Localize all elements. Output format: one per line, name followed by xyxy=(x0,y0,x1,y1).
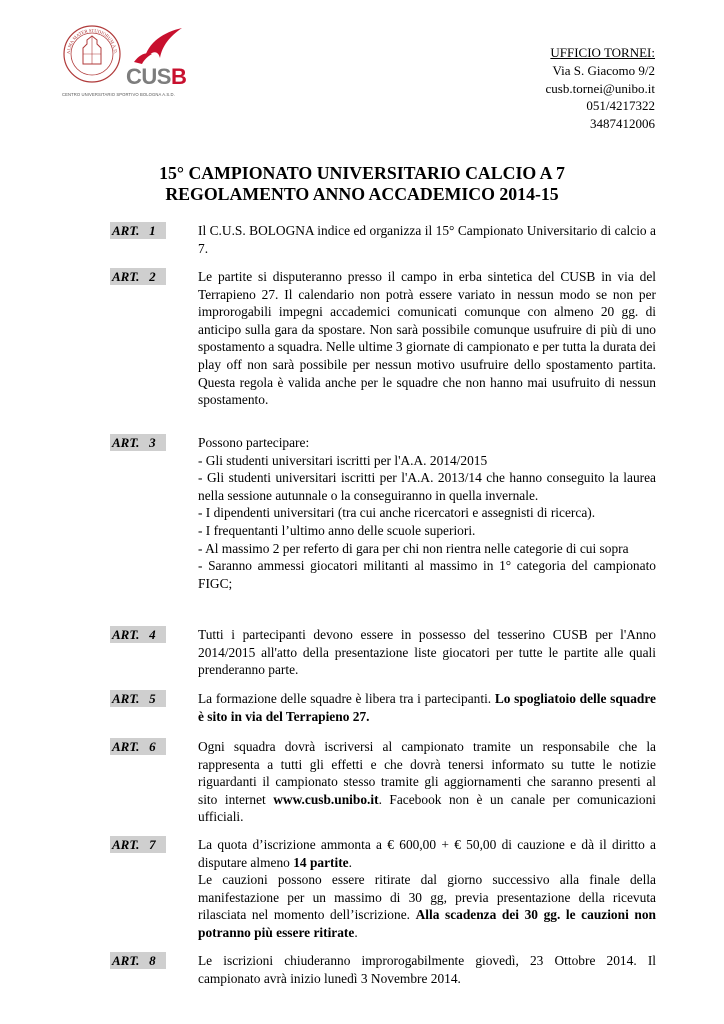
list-item: - Gli studenti universitari iscritti per l'A.A. 2013/14 che hanno conseguito la laurea nella sessione autunnale o la conseguiranno in quella invernale. xyxy=(198,470,656,503)
office-contact xyxy=(546,44,655,133)
article-text: Il C.U.S. BOLOGNA indice ed organizza il 15° Campionato Universitario di calcio a 7. xyxy=(198,223,656,256)
office-email: cusb.tornei@unibo.it xyxy=(545,80,655,96)
article-text: Le partite si disputeranno presso il campo in erba sintetica del CUSB in via del Terrapieno 27. Il calendario non potrà essere variato in nessun modo se non per improrogabili impegni accademici comunicati comunque con almeno 20 gg. di anticipo sulla gara da spostare. Non sarà possibile comunque usufruire di più di uno spostamento a squadra. Nelle ultime 3 giornate di campionato e per tutta la durata dei play off non sarà possibile per nessun motivo usufruire dello spostamento partita. Questa regola è valida anche per le squadre che non hanno mai usufruito di nessun spostamento. xyxy=(198,269,656,408)
office-mobile: 3487412006 xyxy=(590,116,655,132)
article-text xyxy=(198,434,656,592)
list-item: - Gli studenti universitari iscritti per l'A.A. 2014/2015 xyxy=(198,452,488,468)
office-title: UFFICIO TORNEI: xyxy=(550,45,655,60)
article-text: Ogni squadra dovrà iscriversi al campionato tramite un responsabile che la rappresenta a tutti gli effetti e che dovrà tenersi informato su tutte le notizie riguardanti il campionato stesso tramite gli aggiornamenti che saranno presenti al sito internet www.cusb.unibo.it. Facebook non è un canale per comunicazioni ufficiali. xyxy=(198,739,656,825)
document-title-line2: REGOLAMENTO ANNO ACCADEMICO 2014-15 xyxy=(165,184,559,204)
document-title-line1: 15° CAMPIONATO UNIVERSITARIO CALCIO A 7 xyxy=(159,163,565,183)
list-item: - Saranno ammessi giocatori militanti al massimo in 1° categoria del campionato FIGC; xyxy=(198,558,656,591)
article-label: ART. 7 xyxy=(110,836,166,853)
article-bold-text: Alla scadenza dei 30 gg. le cauzioni non potranno più essere ritirate xyxy=(198,907,656,940)
article-text: La quota d’iscrizione ammonta a € 600,00 + € 50,00 di cauzione e dà il diritto a disputare almeno 14 partite. Le cauzioni possono essere ritirate dal giorno successivo alla finale della manifestazione per un massimo di 30 gg, previa presentazione della ricevuta rilasciata nel momento dell’iscrizione. Alla scadenza dei 30 gg. le cauzioni non potranno più essere ritirate. xyxy=(198,837,656,940)
article-text: Tutti i partecipanti devono essere in possesso del tesserino CUSB per l'Anno 2014/2015 all'atto della presentazione liste giocatori per tutte le partite alle quali prenderanno parte. xyxy=(198,627,656,678)
website-link-text: www.cusb.unibo.it xyxy=(273,791,379,807)
article-intro: Possono partecipare: xyxy=(198,435,310,450)
logo-caption: CENTRO UNIVERSITARIO SPORTIVO BOLOGNA A.S.D. xyxy=(62,92,175,97)
article-bold-text: 14 partite xyxy=(293,854,349,870)
article-bold-text: Lo spogliatoio delle squadre è sito in via del Terrapieno 27. xyxy=(198,691,656,724)
article-label: ART. 6 xyxy=(110,738,166,755)
office-address: Via S. Giacomo 9/2 xyxy=(552,62,655,78)
article-text: Le iscrizioni chiuderanno improrogabilmente giovedì, 23 Ottobre 2014. Il campionato avrà inizio lunedì 3 Novembre 2014. xyxy=(198,953,656,986)
article-label: ART. 2 xyxy=(110,268,166,285)
university-seal-logo xyxy=(62,24,122,84)
article-label: ART. 3 xyxy=(110,434,166,451)
list-item: - Al massimo 2 per referto di gara per chi non rientra nelle categorie di cui sopra xyxy=(198,540,629,556)
cusb-flame-logo xyxy=(124,24,192,102)
svg-text:ALMA MATER STUDIORUM A.D. 1088: ALMA MATER STUDIORUM A.D. xyxy=(65,27,119,55)
list-item: - I dipendenti universitari (tra cui anche ricercatori e assegnisti di ricerca). xyxy=(198,505,596,521)
article-text: La formazione delle squadre è libera tra i partecipanti. Lo spogliatoio delle squadre è sito in via del Terrapieno 27. xyxy=(198,691,656,724)
article-label: ART. 5 xyxy=(110,690,166,707)
article-label: ART. 4 xyxy=(110,626,166,643)
list-item: - I frequentanti l’ultimo anno delle scuole superiori. xyxy=(198,522,476,538)
header-logos xyxy=(62,24,192,102)
article-label: ART. 1 xyxy=(110,222,166,239)
cusb-wordmark: CUSB xyxy=(126,64,187,89)
office-phone: 051/4217322 xyxy=(586,98,655,114)
article-label: ART. 8 xyxy=(110,952,166,969)
